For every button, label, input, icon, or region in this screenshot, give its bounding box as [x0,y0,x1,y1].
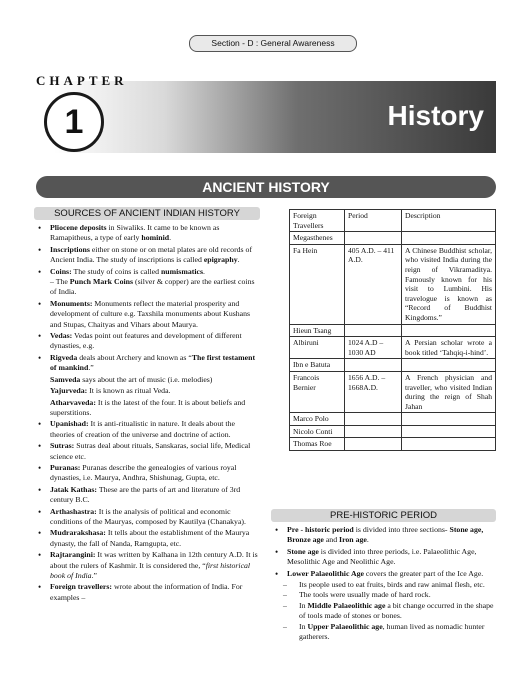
term: Lower Palaeolithic Age [287,568,364,578]
text: is divided into three periods, i.e. Palaeolithic Age, Mesolithic Age and Neolithic Age. [287,546,477,567]
term: Stone age [287,546,319,556]
table-cell: Hieun Tsang [290,324,345,337]
list-item [34,582,260,603]
foreign-travellers-table [289,209,496,451]
chapter-word: CHAPTER [36,73,128,88]
text: Puranas describe the genealogies of various royal dynasties, i.e. Maurya, Andhra, Shishunag, Gupta, etc. [50,462,237,483]
text: .” [88,363,94,373]
term: Jatak Kathas: [50,484,98,494]
term: Coins: [50,266,72,276]
term: Pliocene deposits [50,223,107,232]
list-item [34,485,260,506]
term: Samveda [50,374,81,384]
term: Upper Palaeolithic age [307,621,383,631]
list-item [271,525,496,546]
table-row [290,359,496,372]
text: It is the latest of the four. It is about beliefs and superstitions. [50,397,246,417]
text: a bit change occurred in the shape of tools made of stones or bones. [299,600,494,621]
table-cell [345,324,402,337]
table-cell: Francois Bernier [290,371,345,412]
list-item [34,331,260,352]
term: Iron age [339,535,367,545]
table-cell: Fa Hein [290,244,345,324]
table-cell [345,359,402,372]
term: Monuments: [50,298,93,308]
list-item [271,547,496,568]
table-cell: 1656 A.D. – 1668A.D. [345,371,402,412]
list-item [34,419,260,440]
sub-list-item [271,622,496,643]
list-item [34,441,260,462]
table-cell [345,425,402,438]
term: Atharvaveda: [50,397,96,407]
text: Its people used to eat fruits, birds and raw animal flesh, etc. [299,580,485,590]
term: Inscriptions [50,244,90,254]
list-item [271,569,496,579]
table-cell [345,438,402,451]
list-item [34,245,260,266]
text: is divided into three sections- [353,525,450,534]
text: It is known as ritual Veda. [87,386,171,396]
table-cell [402,438,496,451]
term: The first testament of mankind [50,352,256,373]
table-cell: Nicolo Conti [290,425,345,438]
text: and [323,535,340,545]
text: in Siwaliks. It came to be known as Ramapitheus, a type of early [50,223,220,243]
table-header: Period [345,210,402,232]
chapter-label [36,73,128,89]
text: It is anti-ritualistic in nature. It deals about the theories of creation of the universe and doctrine of action. [50,419,235,439]
table-row [290,371,496,412]
table-header: Foreign Travellers [290,210,345,232]
table-header: Description [402,210,496,232]
table-cell [345,232,402,245]
term: epigraphy [203,255,238,265]
text: covers the greater part of the Ice Age. [363,568,484,578]
table-cell: Ibn e Batuta [290,359,345,372]
table-row [290,425,496,438]
prehistoric-list [271,525,496,642]
text: In [299,600,308,610]
text: (silver & copper) are the earliest coins of India. [50,277,255,297]
list-item [34,267,260,298]
list-item [34,507,260,528]
term: Puranas: [50,462,81,472]
section-title: ANCIENT HISTORY [36,176,496,198]
term: Foreign travellers: [50,582,112,592]
term: hominid [141,233,170,243]
text: Sutras deal about rituals, Sanskaras, social life, Medical science etc. [50,441,251,461]
table-cell: A Chinese Buddhist scholar, who visited India during the reign of Vikramaditya. Famously known for his visit to Lumbini. His travelogue is known as “Record of Buddhist Kingdoms.” [402,244,496,324]
text: . [237,255,240,265]
text: The tools were usually made of hard rock. [299,590,431,600]
italic: first historical book of India [50,560,251,580]
list-item [34,550,260,581]
table-row [290,337,496,359]
list-item [34,463,260,484]
table-cell [345,413,402,426]
text: , human lived as nomadic hunter gatherers. [299,621,485,642]
table-cell [402,359,496,372]
term: Pre - historic period [287,525,354,534]
text: The study of coins is called [71,266,161,276]
table-cell: 1024 A.D – 1030 AD [345,337,402,359]
table-cell: 405 A.D. – 411 A.D. [345,244,402,324]
table-row [290,438,496,451]
term: Mudrarakshasa: [50,528,106,538]
table-cell [402,324,496,337]
table-row [290,244,496,324]
text: wrote about the information of India. For examples – [50,582,243,602]
term: Middle Palaeolithic age [307,600,386,610]
table-row [290,324,496,337]
list-item [34,398,260,419]
term: Punch Mark Coins [69,277,134,287]
table-cell: A Persian scholar wrote a book titled ‘Tahqiq-i-hind’. [402,337,496,359]
sub-list-item [271,590,496,600]
sources-heading: SOURCES OF ANCIENT INDIAN HISTORY [34,207,260,220]
chapter-title: History [387,100,484,131]
table-cell [402,413,496,426]
text: . [366,535,369,545]
table-cell: A French physician and traveller, who visited Indian during the reign of Shah Jahan [402,371,496,412]
table-cell [402,425,496,438]
chapter-number: 1 [44,92,104,152]
text: either on stone or on metal plates are old records of Ancient India. The study of inscriptions is called [50,244,253,265]
term: numismatics [160,266,203,276]
table-cell: Megasthenes [290,232,345,245]
table-row [290,232,496,245]
sources-list [34,223,260,604]
list-item [34,223,260,244]
text: In [299,621,308,631]
text: deals about Archery and known as “ [77,352,192,362]
sub-list-item [271,580,496,590]
term: Sutras: [50,441,75,451]
list-item [34,375,260,385]
table-cell: Thomas Roe [290,438,345,451]
list-item [34,386,260,396]
text: It is the analysis of political and economic conditions of the Mauryas, composed by Kautilya (Chanakya). [50,506,246,526]
text: These are the parts of art and literature of 3rd century B.C. [50,484,241,505]
text: – The [50,277,70,287]
sub-list-item [271,601,496,622]
term: Rigveda [50,352,78,362]
list-item [34,528,260,549]
term: Stone age, Bronze age [287,525,484,545]
section-header: Section - D : General Awareness [189,35,357,52]
text: It was written by Kalhana in 12th century A.D. It is about the rulers of Kashmir. It is considered the, “ [50,550,258,570]
prehistoric-heading: PRE-HISTORIC PERIOD [271,509,496,522]
term: Vedas: [50,331,73,341]
text: Monuments reflect the material prosperity and development of culture e.g. Taxshila monuments about Kushans and Stupas, Chaityas and Vihars about Maurya. [50,298,251,329]
list-item [34,353,260,374]
term: Upanishad: [50,419,89,429]
text: .” [91,571,97,580]
list-item [34,299,260,330]
table-cell: Marco Polo [290,413,345,426]
table-row [290,413,496,426]
term: Arthashastra: [50,506,97,516]
text: Vedas point out features and development of different dynasties, e.g. [50,331,242,351]
table-cell: Albiruni [290,337,345,359]
term: Yajurveda: [50,386,88,396]
text: says about the art of music (i.e. melodies) [80,374,213,384]
term: Rajtarangini: [50,550,96,560]
table-cell [402,232,496,245]
text: It tells about the establishment of the Maurya dynasty, the fall of Nanda, Ramgupta, etc. [50,528,250,548]
text: . [169,233,172,243]
text: . [203,266,205,276]
